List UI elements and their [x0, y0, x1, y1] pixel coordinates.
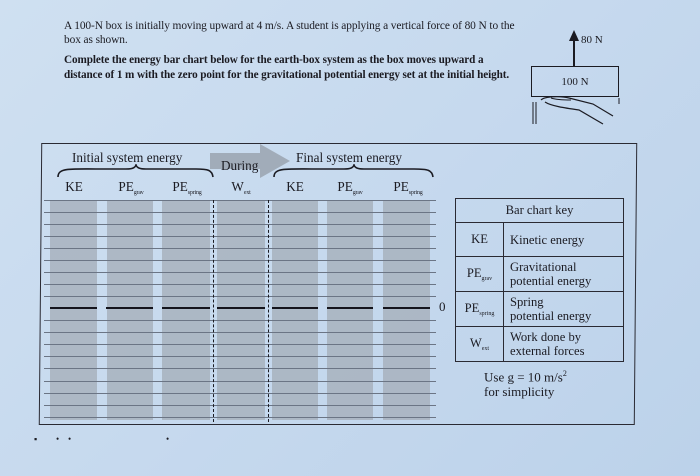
- divider-dashed: [268, 200, 269, 422]
- grid-line: [44, 344, 436, 345]
- grid-line: [44, 320, 436, 321]
- grid-line: [44, 284, 436, 285]
- col-label-pespring-initial: $PE_{spring}$: [172, 179, 202, 196]
- bar-column-pespring-initial[interactable]: [162, 200, 210, 420]
- col-label-ke-final: KE: [286, 179, 304, 194]
- grid-line: [44, 356, 436, 357]
- zero-line: [272, 307, 318, 309]
- bar-chart-key: [455, 198, 624, 362]
- key-desc-wext: Work done by external forces: [504, 327, 624, 362]
- paper-speck: ▪: [34, 434, 38, 444]
- col-label-pegrav-final: $PE_{grav}$: [337, 179, 363, 196]
- col-label-ke-initial: KE: [65, 179, 83, 194]
- key-desc-pespring: Spring potential energy: [504, 292, 624, 327]
- divider-dashed: [213, 200, 214, 422]
- problem-task: Complete the energy bar chart below for the earth-box system as the box moves upward a distance of 1 m with the zero point for the gravitational potential energy set at the initial height.: [64, 54, 510, 81]
- bar-column-pespring-final[interactable]: [383, 200, 430, 420]
- key-title: Bar chart key: [456, 199, 624, 223]
- zero-line: [106, 307, 153, 309]
- during-label: During: [221, 158, 259, 173]
- grid-line: [44, 272, 436, 273]
- key-symbol-ke: KE: [456, 223, 504, 257]
- box-label: 100 N: [561, 75, 589, 88]
- paper-speck: •: [56, 434, 60, 444]
- grid-line: [44, 260, 436, 261]
- bar-column-pegrav-initial[interactable]: [107, 200, 153, 420]
- problem-intro: A 100-N box is initially moving upward at 4 m/s. A student is applying a vertical force of 80 N to the box as shown.: [64, 20, 515, 46]
- bar-column-pegrav-final[interactable]: [327, 200, 373, 420]
- col-label-pespring-final: $PE_{spring}$: [393, 179, 423, 196]
- problem-text: [64, 19, 524, 83]
- final-brace-icon: [272, 164, 436, 178]
- key-symbol-wext: $W_{ext}$: [456, 327, 504, 362]
- force-arrow-shaft: [573, 40, 575, 67]
- grid-line: [44, 296, 436, 297]
- paper-speck: •: [68, 434, 72, 444]
- key-desc-pegrav: Gravitational potential energy: [504, 257, 624, 292]
- key-desc-ke: Kinetic energy: [504, 223, 624, 257]
- col-label-pegrav-initial: $PE_{grav}$: [118, 179, 144, 196]
- grid-line: [44, 381, 436, 382]
- col-label-wext: $W_{ext}$: [231, 179, 251, 196]
- zero-line: [162, 307, 210, 309]
- box: [531, 66, 619, 97]
- grid-line: [44, 368, 436, 369]
- grid-line: [44, 417, 436, 418]
- hand-icon: [531, 94, 626, 128]
- zero-line: [50, 307, 97, 309]
- initial-brace-icon: [56, 164, 216, 178]
- zero-line: [217, 307, 265, 309]
- grid-line: [44, 224, 436, 225]
- grid-line: [44, 393, 436, 394]
- bar-column-wext[interactable]: [217, 200, 265, 420]
- grid-line: [44, 236, 436, 237]
- key-symbol-pegrav: $PE_{grav}$: [456, 257, 504, 292]
- zero-label: 0: [439, 299, 446, 314]
- grid-line: [44, 200, 436, 201]
- grid-line: [44, 405, 436, 406]
- final-energy-header: Final system energy: [296, 150, 402, 165]
- gravity-note: Use g = 10 $m/s^2$ for simplicity: [484, 369, 567, 400]
- bar-column-ke-final[interactable]: [272, 200, 318, 420]
- bar-column-ke-initial[interactable]: [50, 200, 97, 420]
- grid-line: [44, 212, 436, 213]
- grid-line: [44, 332, 436, 333]
- paper-speck: •: [166, 434, 170, 444]
- zero-line: [383, 307, 430, 309]
- key-symbol-pespring: $PE_{spring}$: [456, 292, 504, 327]
- grid-line: [44, 248, 436, 249]
- initial-energy-header: Initial system energy: [72, 150, 183, 165]
- force-label: 80 N: [581, 34, 603, 46]
- zero-line: [327, 307, 373, 309]
